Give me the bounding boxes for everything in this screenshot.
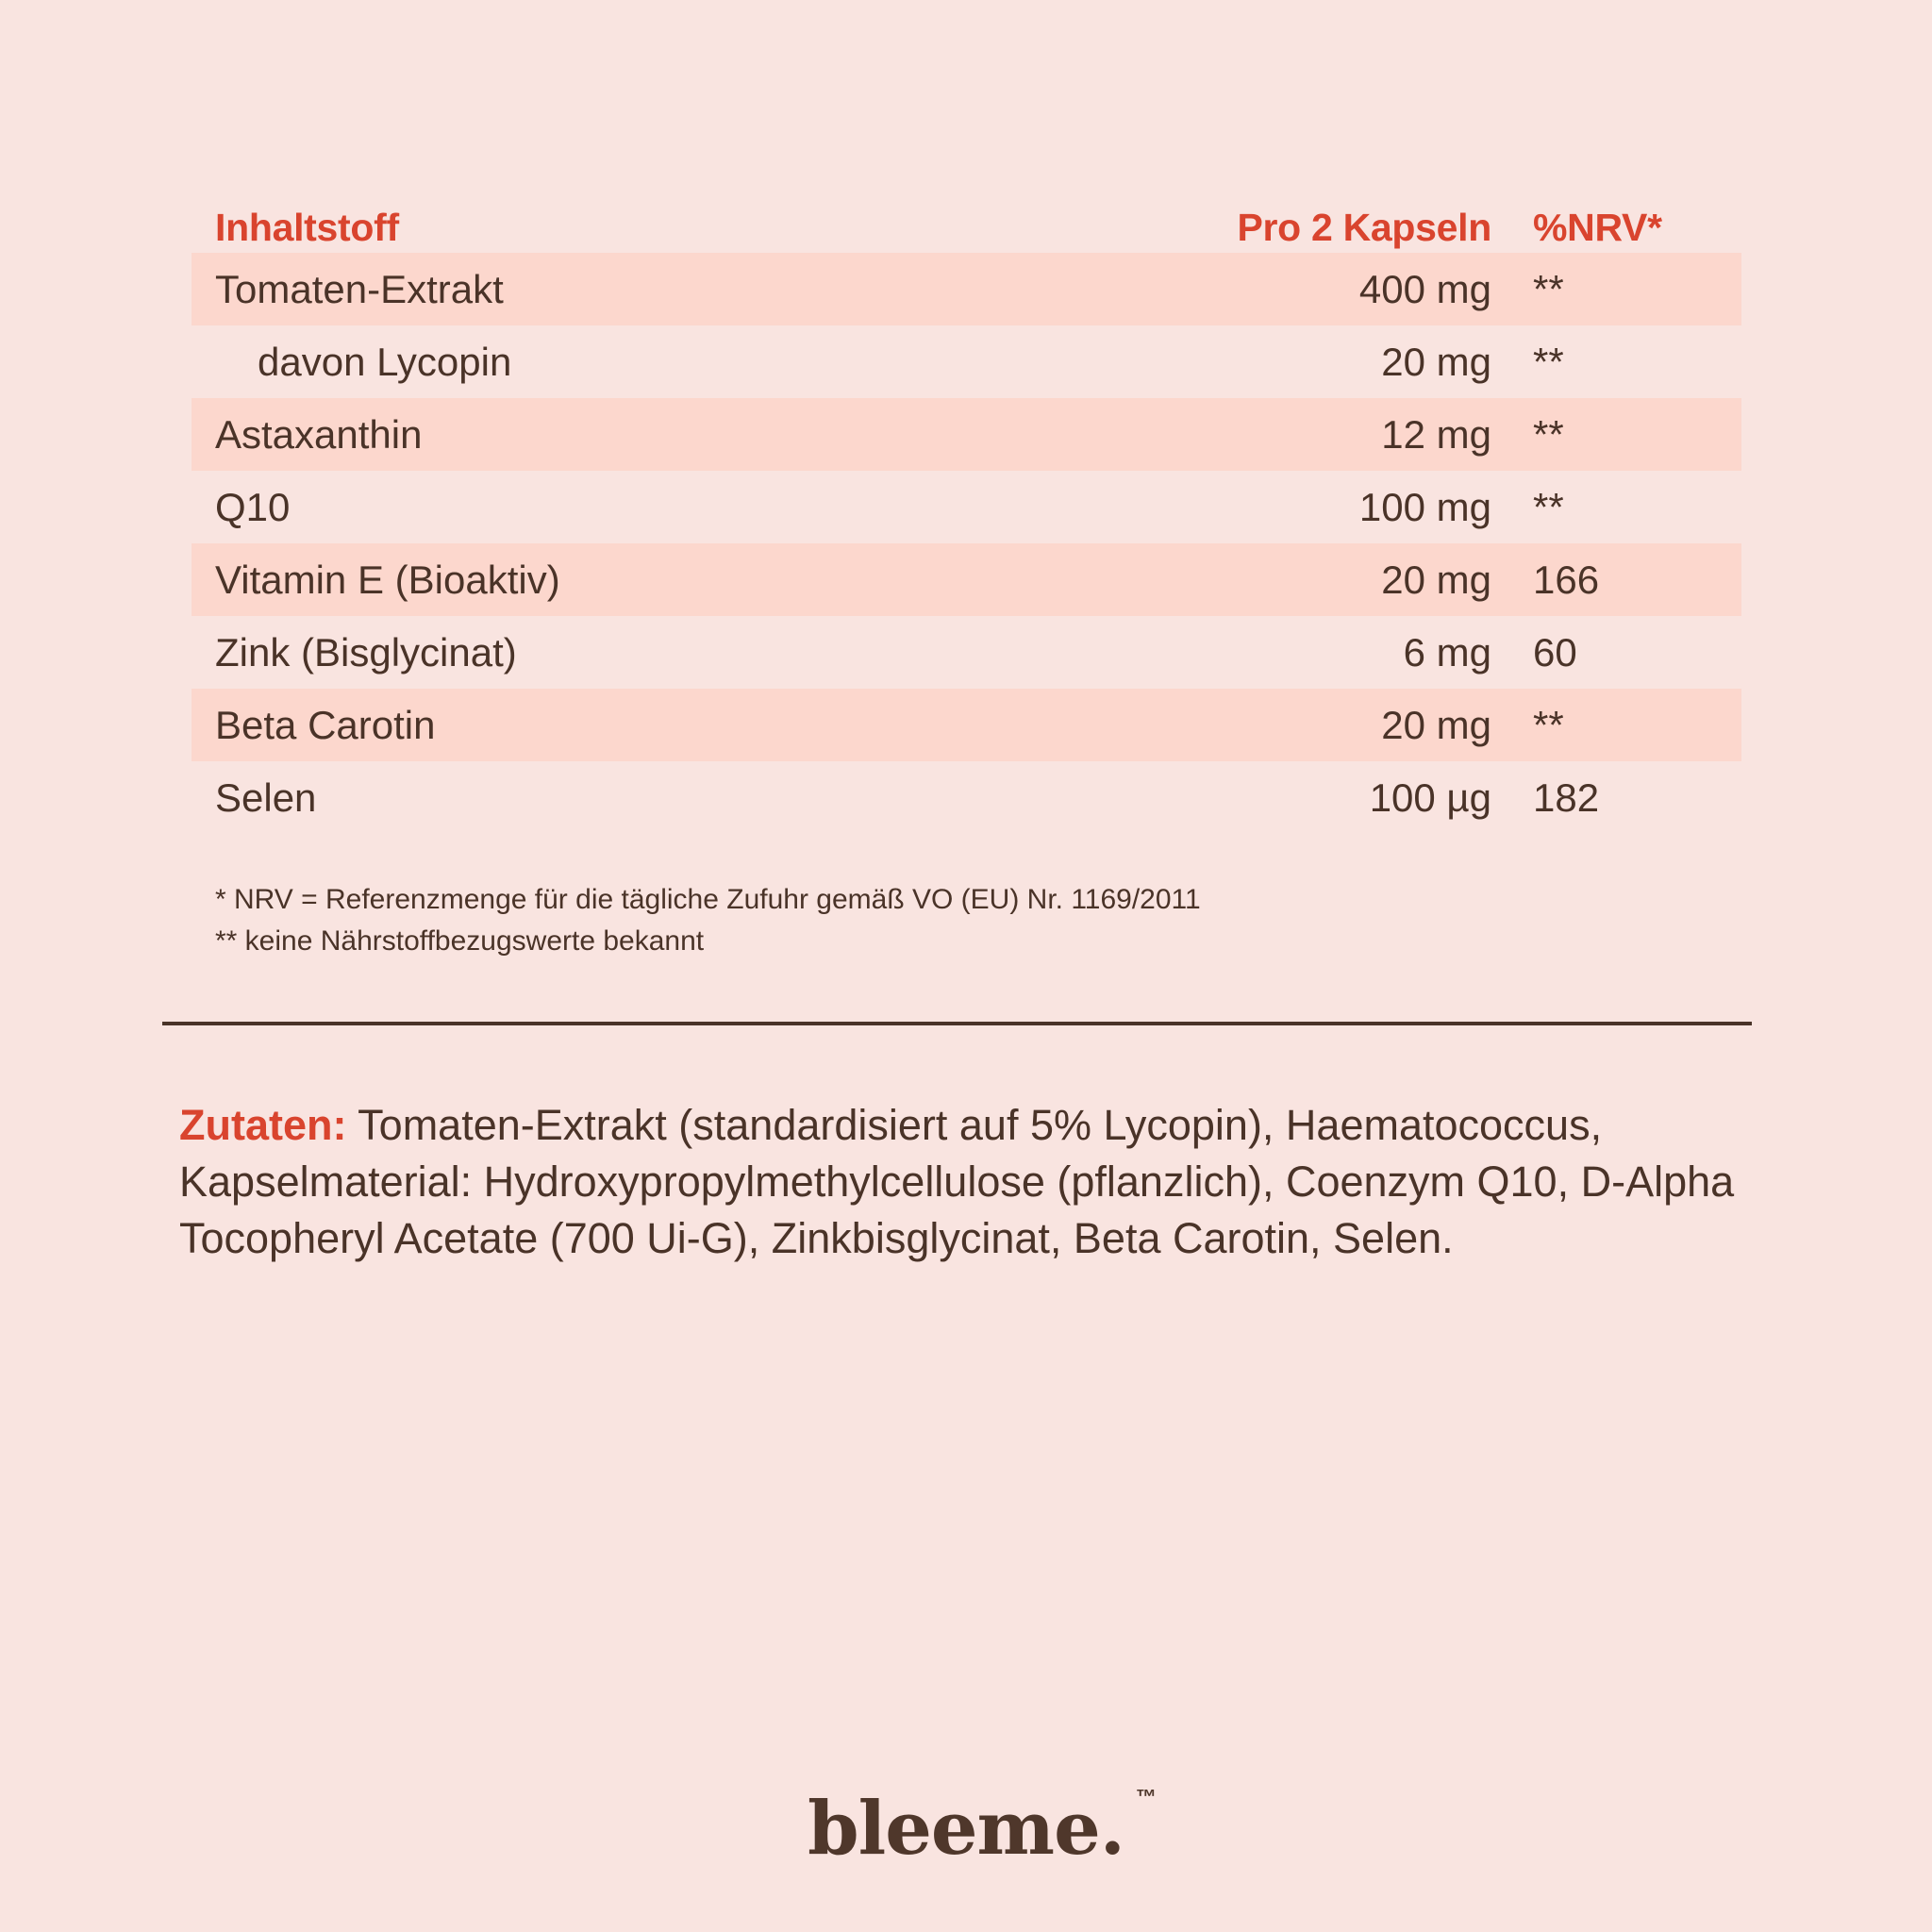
- section-divider: [162, 1022, 1752, 1025]
- cell-ingredient: Q10: [215, 484, 291, 529]
- ingredients-paragraph: [179, 1097, 1764, 1267]
- cell-amount: 100 µg: [1369, 774, 1491, 820]
- cell-nrv: **: [1533, 411, 1564, 457]
- table-header-row: [192, 179, 1741, 253]
- cell-nrv: **: [1533, 266, 1564, 311]
- footnote-no-nrv-known: ** keine Nährstoffbezugswerte bekannt: [215, 924, 705, 957]
- cell-amount: 20 mg: [1381, 557, 1491, 602]
- ingredients-text: Tomaten-Extrakt (standardisiert auf 5% Lycopin), Haematococcus, Kapselmaterial: Hydroxypropylmethylcellulose (pflanzlich), Coenzym Q10, D-Alpha Tocopheryl Acetate (700 Ui-G), Zinkbisglycinat, Beta Carotin, Selen.: [179, 1101, 1735, 1262]
- table-row: [192, 616, 1741, 689]
- table-row: [192, 471, 1741, 543]
- cell-ingredient: Selen: [215, 774, 317, 820]
- cell-amount: 12 mg: [1381, 411, 1491, 457]
- column-header-amount: Pro 2 Kapseln: [1237, 206, 1491, 249]
- cell-nrv: 182: [1533, 774, 1600, 820]
- brand-logo-text: bleeme.: [808, 1786, 1124, 1872]
- brand-logo: [0, 1785, 1932, 1872]
- cell-amount: 20 mg: [1381, 339, 1491, 384]
- cell-amount: 100 mg: [1358, 484, 1491, 529]
- table-row: [192, 543, 1741, 616]
- cell-ingredient: Vitamin E (Bioaktiv): [215, 557, 560, 602]
- cell-nrv: **: [1533, 484, 1564, 529]
- nutrition-table: [192, 179, 1741, 834]
- cell-nrv: **: [1533, 702, 1564, 747]
- table-row: [192, 689, 1741, 761]
- cell-ingredient: Zink (Bisglycinat): [215, 629, 517, 675]
- cell-amount: 6 mg: [1403, 629, 1491, 675]
- table-row: [192, 253, 1741, 325]
- cell-nrv: 166: [1533, 557, 1600, 602]
- cell-amount: 400 mg: [1358, 266, 1491, 311]
- trademark-icon: ™: [1135, 1785, 1157, 1808]
- cell-amount: 20 mg: [1381, 702, 1491, 747]
- cell-ingredient: Tomaten-Extrakt: [215, 266, 504, 311]
- table-body: [192, 253, 1741, 834]
- cell-ingredient: Beta Carotin: [215, 702, 436, 747]
- column-header-nrv: %NRV*: [1533, 206, 1662, 249]
- table-row: [192, 761, 1741, 834]
- cell-nrv: **: [1533, 339, 1564, 384]
- column-header-ingredient: Inhaltstoff: [215, 206, 399, 249]
- footnotes: [215, 879, 1724, 961]
- table-row: [192, 398, 1741, 471]
- table-row: [192, 325, 1741, 398]
- cell-ingredient: Astaxanthin: [215, 411, 423, 457]
- brand-logo-wordmark: [808, 1785, 1157, 1872]
- ingredients-label: Zutaten:: [179, 1101, 347, 1149]
- cell-ingredient: davon Lycopin: [258, 339, 512, 384]
- footnote-nrv: * NRV = Referenzmenge für die tägliche Zufuhr gemäß VO (EU) Nr. 1169/2011: [215, 884, 1201, 915]
- cell-nrv: 60: [1533, 629, 1577, 675]
